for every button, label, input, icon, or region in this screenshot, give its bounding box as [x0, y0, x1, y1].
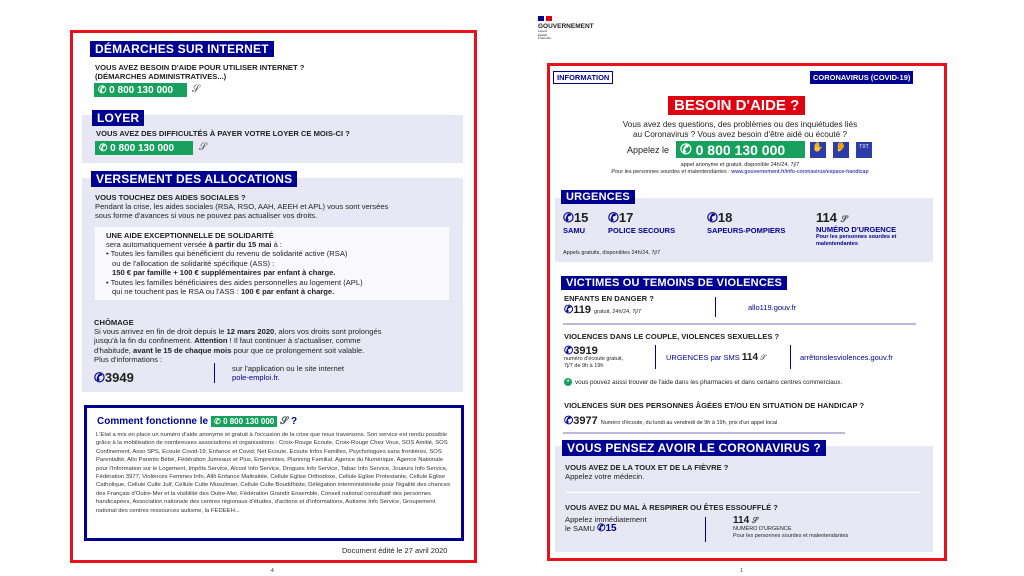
- urgence-label: NUMÉRO D'URGENCE: [733, 526, 792, 532]
- urgence-label: NUMÉRO D'URGENCE: [816, 225, 897, 234]
- divider: [563, 323, 916, 325]
- loyer-question: VOUS AVEZ DES DIFFICULTÉS À PAYER VOTRE LOYER CE MOIS-CI ?: [96, 129, 350, 138]
- divider: [705, 517, 706, 542]
- text: jusqu'à la fin du confinement.: [94, 336, 195, 346]
- text-line: sous forme d'avances si vous ne pouvez pas actualiser vos droits.: [95, 211, 318, 221]
- hearing-icon: 👂: [833, 142, 849, 158]
- text-line: appel anonyme et gratuit, disponible 24h/24, 7j/7: [680, 162, 800, 168]
- more-info-label: Plus d'informations :: [94, 355, 163, 365]
- text-bold: Attention: [194, 336, 228, 346]
- flag-icon: [538, 16, 594, 21]
- sms-urgences[interactable]: [666, 352, 766, 363]
- toux-answer: Appelez votre médecin.: [565, 472, 645, 481]
- plus-icon: +: [565, 378, 571, 385]
- text: à :: [271, 240, 283, 249]
- pharmacy-note: [564, 378, 842, 386]
- phone-number: 0 800 130 000: [223, 417, 275, 426]
- phone-3919-sub: [564, 356, 623, 369]
- urgence-label: SAMU: [563, 226, 586, 235]
- text-bold: avant le 15 de chaque mois: [133, 345, 232, 355]
- phone-number: 15: [573, 210, 589, 225]
- information-label: INFORMATION: [553, 71, 613, 84]
- urgence-label: SAPEURS-POMPIERS: [707, 226, 786, 235]
- toux-question: VOUS AVEZ DE LA TOUX ET DE LA FIÈVRE ?: [565, 463, 729, 472]
- text-line: ou de l'allocation de solidarité spécifique (ASS) :: [112, 258, 275, 268]
- text: , alors vos droits sont prolongés: [274, 327, 382, 336]
- text: Si vous arrivez en fin de droit depuis le: [94, 327, 227, 336]
- agees-question: VIOLENCES SUR DES PERSONNES ÂGÉES ET/OU EN SITUATION DE HANDICAP ?: [564, 401, 865, 410]
- section-title-loyer: LOYER: [92, 110, 144, 126]
- help-note: [580, 162, 900, 175]
- allocations-question: VOUS TOUCHEZ DES AIDES SOCIALES ?: [95, 193, 246, 202]
- section-title-violences: VICTIMES OU TEMOINS DE VIOLENCES: [561, 276, 787, 290]
- phone-badge[interactable]: [94, 83, 187, 97]
- section-title-allocations: VERSEMENT DES ALLOCATIONS: [91, 171, 297, 187]
- help-title: BESOIN D'AIDE ?: [668, 96, 805, 115]
- section-title-internet: DÉMARCHES SUR INTERNET: [90, 41, 274, 57]
- phone-3977[interactable]: ✆3977 Numéro d'écoute, du lundi au vendredi de 9h à 19h, prix d'un appel local: [564, 415, 778, 427]
- internet-question-2: (DÉMARCHES ADMINISTRATIVES...): [95, 72, 227, 81]
- text-line: numéro d'écoute gratuit,: [564, 356, 624, 362]
- text-line: Vous avez des questions, des problèmes ou des inquiétudes liés: [622, 120, 858, 129]
- phone-number: 17: [618, 210, 634, 225]
- text: vous pouvez aussi trouver de l'aide dans les pharmacies et dans certains centres commerciaux.: [575, 378, 843, 386]
- sms-label: URGENCES par SMS: [666, 353, 740, 362]
- edited-date: Document édité le 27 avril 2020: [342, 546, 448, 555]
- internet-question: VOUS AVEZ BESOIN D'AIDE POUR UTILISER INTERNET ?: [95, 63, 305, 72]
- pole-emploi-info: [232, 364, 344, 383]
- phone-number: 3919: [573, 345, 598, 357]
- text-line: sur l'application ou le site internet: [232, 364, 345, 373]
- chomage-title: CHÔMAGE: [94, 318, 134, 327]
- text: d'habitude,: [94, 345, 134, 355]
- phone-badge[interactable]: [95, 141, 193, 155]
- logo-text: GOUVERNEMENT: [538, 23, 594, 30]
- phone-number: 0 800 130 000: [110, 142, 175, 154]
- phone-icon: ✆: [680, 141, 696, 157]
- call-label: Appelez le: [627, 145, 670, 155]
- comment-title: [97, 416, 297, 427]
- text-line: • Toutes les familles bénéficiaires des aides personnelles au logement (APL): [106, 277, 363, 287]
- text-line: 7j/7 de 9h à 19h: [564, 362, 604, 369]
- text-line: 150 € par famille + 100 € supplémentaires par enfant à charge.: [112, 268, 336, 278]
- respirer-question: VOUS AVEZ DU MAL À RESPIRER OU ÊTES ESSOUFFLÉ ?: [565, 503, 778, 512]
- phone-sub: gratuit, 24h/24, 7j/7: [594, 309, 642, 315]
- phone-number: 114: [816, 210, 837, 225]
- text: ! Il faut continuer à s'actualiser, comme: [227, 336, 361, 346]
- question-mark: ?: [290, 416, 298, 427]
- phone-3949[interactable]: [94, 370, 134, 386]
- divider: [214, 363, 215, 383]
- urgence-15[interactable]: ✆15 SAMU: [563, 210, 589, 235]
- couple-question: VIOLENCES DANS LE COUPLE, VIOLENCES SEXUELLES ?: [564, 332, 780, 341]
- phone-icon: ✆: [94, 370, 105, 385]
- divider: [715, 297, 716, 317]
- phone-samu[interactable]: ✆15: [597, 523, 617, 535]
- text-bold: à partir du 15 mai: [208, 240, 272, 249]
- urgence-18[interactable]: ✆18 SAPEURS-POMPIERS: [707, 210, 786, 235]
- text-bold: 12 mars 2020: [226, 327, 275, 336]
- phone-number: 18: [717, 210, 733, 225]
- divider: [790, 345, 791, 369]
- page-number: 4: [271, 568, 274, 574]
- deaf-icon: 𝒮: [199, 142, 207, 153]
- help-text: [580, 120, 900, 139]
- allo119-link[interactable]: allo119.gouv.fr: [748, 303, 797, 312]
- urgences-note: Appels gratuits, disponibles 24h/24, 7j/7: [563, 250, 661, 256]
- text: qui ne touchent pas le RSA ou l'ASS :: [112, 287, 241, 297]
- aide-text: [106, 231, 363, 296]
- phone-badge-main[interactable]: [676, 141, 805, 158]
- deaf-icon: 𝒮: [760, 353, 766, 362]
- text-bold: 100 € par enfant à charge.: [240, 287, 335, 297]
- pole-emploi-link[interactable]: pole-emploi.fr.: [232, 373, 280, 383]
- enfants-question: ENFANTS EN DANGER ?: [564, 294, 654, 303]
- corona-114[interactable]: [733, 515, 848, 539]
- txt-icon: TXT: [856, 142, 872, 158]
- phone-sub: Numéro d'écoute, du lundi au vendredi de 9h à 19h, prix d'un appel local: [600, 420, 778, 426]
- phone-icon: ✆: [98, 84, 110, 96]
- urgence-sub: Pour les personnes sourdes et malentendantes: [733, 532, 849, 539]
- deaf-icon: 𝒮: [192, 84, 200, 95]
- phone-number: 0 800 130 000: [109, 84, 174, 96]
- phone-number: 114: [733, 515, 750, 526]
- comment-text: L'Etat a mis en place un numéro d'aide anonyme et gratuit à l'occasion de la crise que nous traversons. Son service est rendu possible grâce à la mobilisation de nombreuses associations et organisations : Croix-Rouge Ecoute, Croix-Rouge Chez Vous, SOS Amitié, SOS Confinement, Asso SPS, Ecoute Covid-19, Enfance et Covid, Net Ecoute, Ecoute Infos Familles, Psychologues sans frontières, SOS Parentalité, Allo Parents Bébé, Fédération Jumeaux et Plus, Empreintes, Planning Familial, Agence du Numérique, Agence Nationale pour l'Information sur le Logement, Impôts Service, Alcool Info Service, Drogues Info Service, Tabac Info Service, Joueurs Info Service, Fédération 3977, Violences Femmes Info, Allô Enfance Maltraitée, Cellule Eglise Orthodoxe, Cellule Eglise Protestante, Cellule Eglise Catholique, Cellule Culte Juif, Cellule Culte Musulman, Cellule Culte Bouddhiste, Délégation interministérielle pour l'égalité des chances des Français d'Outre-Mer et la visibilité des Outre-Mer, Fédération Grandir Ensemble, Conseil national consultatif des personnes handicapées, Association nationale des centres régionaux d'études, d'actions et d'informations, Autisme Info Service, Groupement national des centres ressources autisme, la FEDEEH...: [96, 432, 451, 514]
- deaf-icon: 𝒮: [751, 516, 759, 525]
- phone-number: 3949: [104, 370, 134, 385]
- government-logo: [538, 16, 594, 41]
- phone-number: 0 800 130 000: [695, 141, 786, 158]
- urgence-label: POLICE SECOURS: [608, 226, 676, 235]
- divider: [565, 492, 920, 493]
- deaf-icon: 𝒮: [840, 214, 848, 224]
- allocations-text: [95, 202, 388, 221]
- logo-motto: Liberté Égalité Fraternité: [538, 29, 551, 40]
- text: pour que ce prolongement soit valable.: [231, 345, 365, 355]
- deaf-icon: 𝒮: [280, 416, 288, 427]
- section-title-urgences: URGENCES: [561, 190, 635, 204]
- phone-119[interactable]: ✆119 gratuit, 24h/24, 7j/7: [564, 304, 642, 316]
- text: sera automatiquement versée: [106, 240, 209, 249]
- divider: [563, 432, 845, 434]
- section-title-coronavirus: VOUS PENSEZ AVOIR LE CORONAVIRUS ?: [562, 440, 826, 456]
- text: le SAMU: [565, 524, 595, 534]
- arretons-link[interactable]: arrêtonslesviolences.gouv.fr: [800, 353, 893, 362]
- phone-badge[interactable]: ✆ 0 800 130 000: [211, 416, 277, 427]
- urgence-114[interactable]: [816, 210, 928, 247]
- phone-number: 15: [605, 523, 617, 535]
- respirer-answer: [565, 515, 646, 534]
- chomage-text: [94, 318, 381, 365]
- handicap-link[interactable]: www.gouvernement.fr/info-coronavirus/espace-handicap: [731, 168, 869, 175]
- phone-number: 114: [741, 352, 759, 363]
- covid-label: CORONAVIRUS (COVID-19): [810, 71, 913, 84]
- aide-title: UNE AIDE EXCEPTIONNELLE DE SOLIDARITÉ: [106, 231, 274, 240]
- text-line: Appelez immédiatement: [565, 515, 647, 524]
- phone-3919[interactable]: ✆3919: [564, 345, 598, 357]
- urgence-sub: Pour les personnes sourdes et malentendantes: [816, 234, 897, 247]
- phone-icon: ✆: [99, 142, 111, 154]
- phone-number: 3977: [573, 415, 598, 427]
- page-number: 1: [740, 568, 743, 574]
- text-line: Pendant la crise, les aides sociales (RSA, RSO, AAH, AEEH et APL) vous sont versées: [95, 202, 389, 211]
- text-line: • Toutes les familles qui bénéficient du revenu de solidarité active (RSA): [106, 249, 348, 259]
- comment-title-text: Comment fonctionne le: [97, 416, 209, 427]
- text-line: au Coronavirus ? Vous avez besoin d'être aidé ou écouté ?: [632, 129, 848, 139]
- text: Pour les personnes sourdes et malentendantes :: [611, 168, 732, 175]
- urgence-17[interactable]: ✆17 POLICE SECOURS: [608, 210, 676, 235]
- phone-number: 119: [573, 304, 591, 316]
- divider: [655, 345, 656, 369]
- sign-language-icon: ✋: [810, 142, 826, 158]
